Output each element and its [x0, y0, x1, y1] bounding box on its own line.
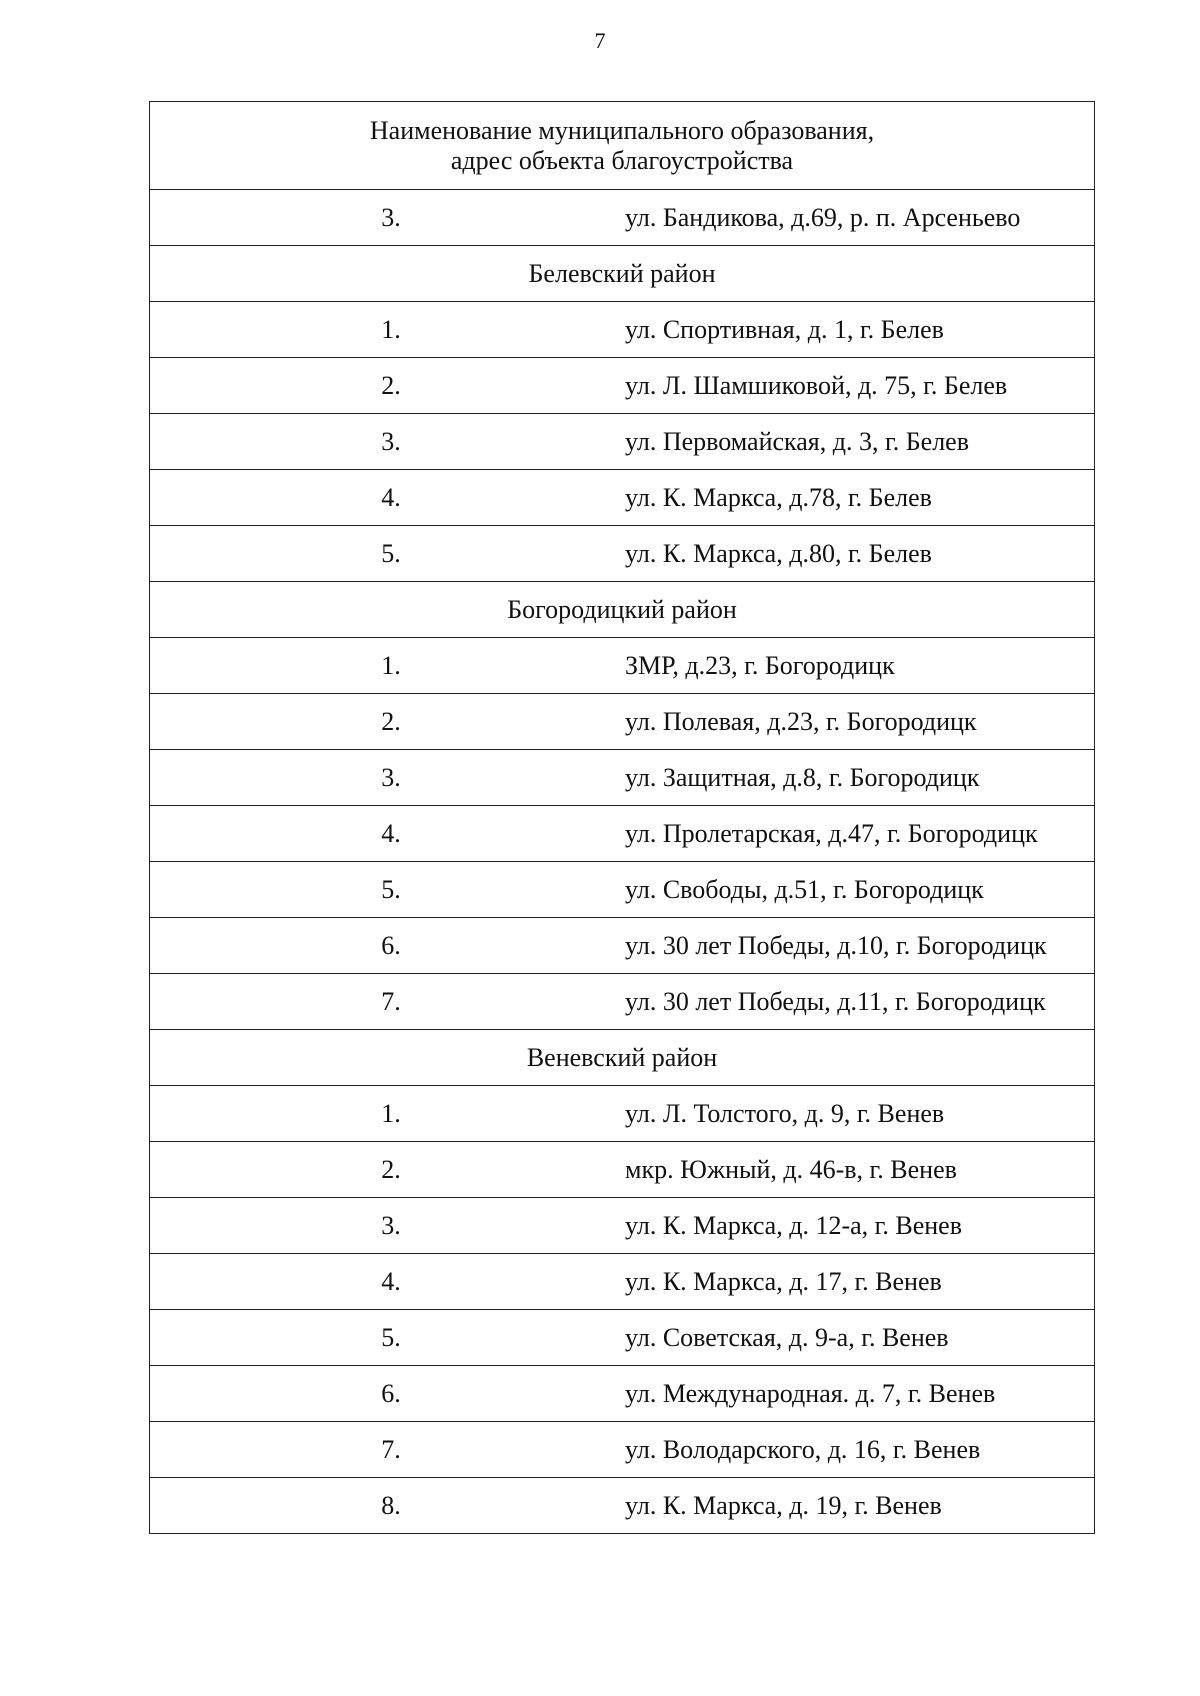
table-row	[150, 190, 1095, 246]
table-row	[150, 638, 1095, 694]
row-number: 2.	[150, 1142, 623, 1198]
row-address: ул. Полевая, д.23, г. Богородицк	[622, 694, 1095, 750]
table-header-line-2: адрес объекта благоустройства	[450, 145, 794, 175]
table-row	[150, 974, 1095, 1030]
address-table	[149, 101, 1095, 1534]
table-row	[150, 1366, 1095, 1422]
table-header-row	[150, 102, 1095, 190]
row-number: 2.	[150, 358, 623, 414]
row-number: 4.	[150, 806, 623, 862]
row-address: ЗМР, д.23, г. Богородицк	[622, 638, 1095, 694]
row-address: ул. Бандикова, д.69, р. п. Арсеньево	[622, 190, 1095, 246]
district-section-row	[150, 1030, 1095, 1086]
table-row	[150, 1478, 1095, 1534]
district-title: Белевский район	[150, 246, 1095, 302]
district-title: Богородицкий район	[150, 582, 1095, 638]
table-row	[150, 1254, 1095, 1310]
table-row	[150, 302, 1095, 358]
row-address: ул. 30 лет Победы, д.10, г. Богородицк	[622, 918, 1095, 974]
district-title: Веневский район	[150, 1030, 1095, 1086]
row-number: 3.	[150, 1198, 623, 1254]
row-number: 6.	[150, 918, 623, 974]
table-row	[150, 526, 1095, 582]
table-row	[150, 414, 1095, 470]
district-section-row	[150, 582, 1095, 638]
row-number: 6.	[150, 1366, 623, 1422]
row-number: 5.	[150, 526, 623, 582]
table-row	[150, 750, 1095, 806]
row-number: 4.	[150, 470, 623, 526]
row-number: 7.	[150, 974, 623, 1030]
table-row	[150, 1310, 1095, 1366]
table-row	[150, 1198, 1095, 1254]
table-row	[150, 358, 1095, 414]
row-number: 5.	[150, 862, 623, 918]
row-address: ул. Л. Шамшиковой, д. 75, г. Белев	[622, 358, 1095, 414]
row-number: 5.	[150, 1310, 623, 1366]
row-address: ул. Свободы, д.51, г. Богородицк	[622, 862, 1095, 918]
table-row	[150, 1422, 1095, 1478]
table-row	[150, 694, 1095, 750]
row-number: 7.	[150, 1422, 623, 1478]
table-row	[150, 806, 1095, 862]
row-address: ул. К. Маркса, д. 17, г. Венев	[622, 1254, 1095, 1310]
table-row	[150, 918, 1095, 974]
table-row	[150, 1142, 1095, 1198]
row-number: 3.	[150, 190, 623, 246]
district-section-row	[150, 246, 1095, 302]
row-address: ул. Л. Толстого, д. 9, г. Венев	[622, 1086, 1095, 1142]
row-number: 4.	[150, 1254, 623, 1310]
row-number: 1.	[150, 1086, 623, 1142]
row-address: ул. Международная. д. 7, г. Венев	[622, 1366, 1095, 1422]
page-number: 7	[594, 28, 606, 53]
table-header-line-1: Наименование муниципального образования,	[369, 115, 875, 145]
row-address: ул. К. Маркса, д.80, г. Белев	[622, 526, 1095, 582]
row-address: ул. Володарского, д. 16, г. Венев	[622, 1422, 1095, 1478]
row-number: 2.	[150, 694, 623, 750]
row-number: 3.	[150, 414, 623, 470]
row-address: ул. Защитная, д.8, г. Богородицк	[622, 750, 1095, 806]
table-row	[150, 862, 1095, 918]
row-address: ул. Первомайская, д. 3, г. Белев	[622, 414, 1095, 470]
address-table-body	[150, 102, 1095, 1534]
row-number: 1.	[150, 638, 623, 694]
row-address: ул. Пролетарская, д.47, г. Богородицк	[622, 806, 1095, 862]
row-address: ул. Советская, д. 9-а, г. Венев	[622, 1310, 1095, 1366]
row-address: ул. 30 лет Победы, д.11, г. Богородицк	[622, 974, 1095, 1030]
table-row	[150, 1086, 1095, 1142]
table-header-cell	[150, 102, 1095, 190]
row-address: мкр. Южный, д. 46-в, г. Венев	[622, 1142, 1095, 1198]
row-number: 1.	[150, 302, 623, 358]
row-address: ул. К. Маркса, д.78, г. Белев	[622, 470, 1095, 526]
table-row	[150, 470, 1095, 526]
row-address: ул. К. Маркса, д. 19, г. Венев	[622, 1478, 1095, 1534]
row-number: 8.	[150, 1478, 623, 1534]
row-address: ул. Спортивная, д. 1, г. Белев	[622, 302, 1095, 358]
row-number: 3.	[150, 750, 623, 806]
row-address: ул. К. Маркса, д. 12-а, г. Венев	[622, 1198, 1095, 1254]
